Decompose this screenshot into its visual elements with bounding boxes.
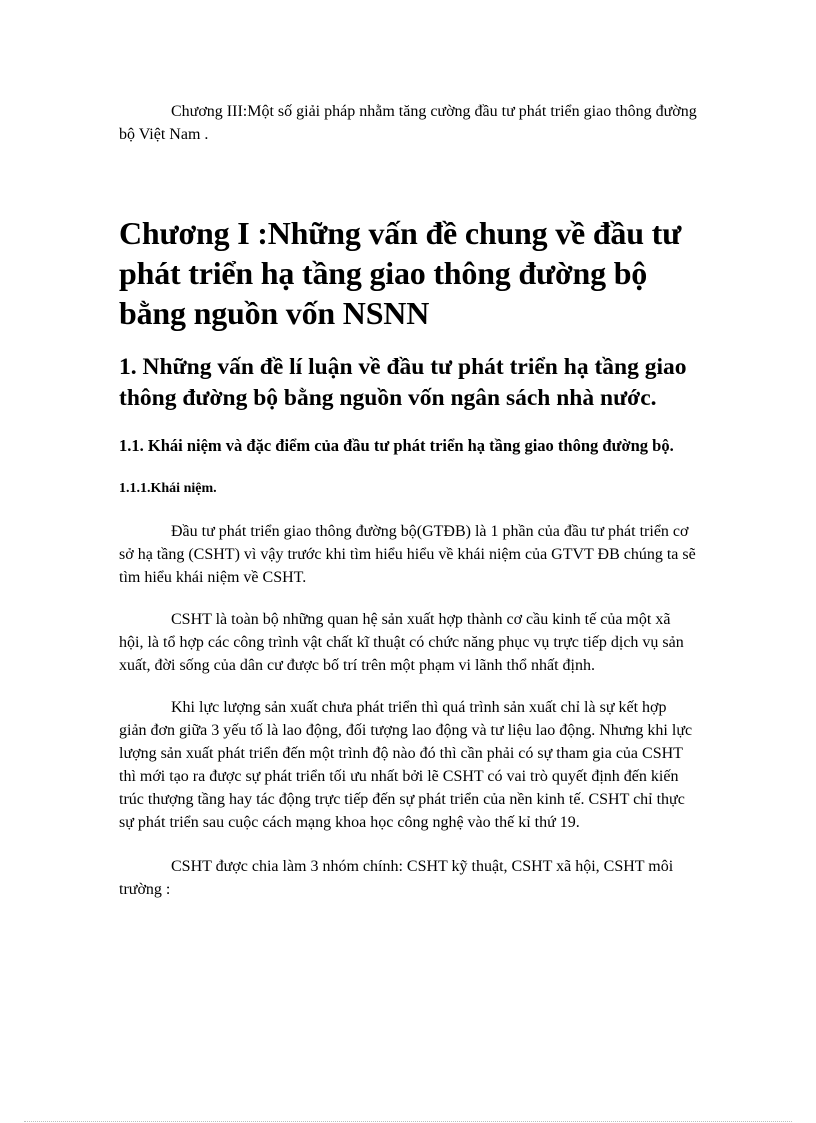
body-paragraph: Khi lực lượng sản xuất chưa phát triển thì quá trình sản xuất chỉ là sự kết hợp giản đơn giữa 3 yếu tố là lao động, đối tượng lao động và tư liệu lao động. Nhưng khi lực lượng sản xuất phát triển đến một trình độ nào đó thì cần phải có sự tham gia của CSHT thì mới tạo ra được sự phát triển tối ưu nhất bởi lẽ CSHT có vai trò quyết định đến kiến trúc thượng tầng hay tác động trực tiếp đến sự phát triển của nền kinh tế. CSHT chỉ thực sự phát triển sau cuộc cách mạng khoa học công nghệ vào thế kỉ thứ 19.	[119, 699, 693, 831]
chapter-title: Chương I :Những vấn đề chung về đầu tư phát triển hạ tầng giao thông đường bộ bằng nguồn vốn NSNN	[119, 215, 682, 331]
body-paragraph: CSHT là toàn bộ những quan hệ sản xuất hợp thành cơ cầu kinh tế của một xã hội, là tổ hợp các công trình vật chất kĩ thuật có chức năng phục vụ trực tiếp dịch vụ sản xuất, đời sống của dân cư được bố trí trên một phạm vi lãnh thổ nhất định.	[119, 611, 684, 674]
section-title: 1. Những vấn đề lí luận về đầu tư phát triển hạ tầng giao thông đường bộ bằng nguồn vốn ngân sách nhà nước.	[119, 354, 687, 411]
body-paragraph: Đầu tư phát triển giao thông đường bộ(GTĐB) là 1 phần của đầu tư phát triển cơ sở hạ tầng (CSHT) vì vậy trước khi tìm hiểu hiểu về khái niệm của GTVT ĐB chúng ta sẽ tìm hiểu khái niệm về CSHT.	[119, 523, 696, 586]
page-content	[119, 100, 697, 901]
subsection-title: 1.1. Khái niệm và đặc điểm của đầu tư phát triển hạ tầng giao thông đường bộ.	[119, 436, 674, 455]
page-bottom-divider	[24, 1121, 792, 1122]
body-paragraph: CSHT được chia làm 3 nhóm chính: CSHT kỹ thuật, CSHT xã hội, CSHT môi trường :	[119, 858, 674, 898]
subsubsection-title: 1.1.1.Khái niệm.	[119, 481, 217, 496]
intro-paragraph: Chương III:Một số giải pháp nhằm tăng cường đầu tư phát triển giao thông đường bộ Việt Nam .	[119, 103, 697, 143]
